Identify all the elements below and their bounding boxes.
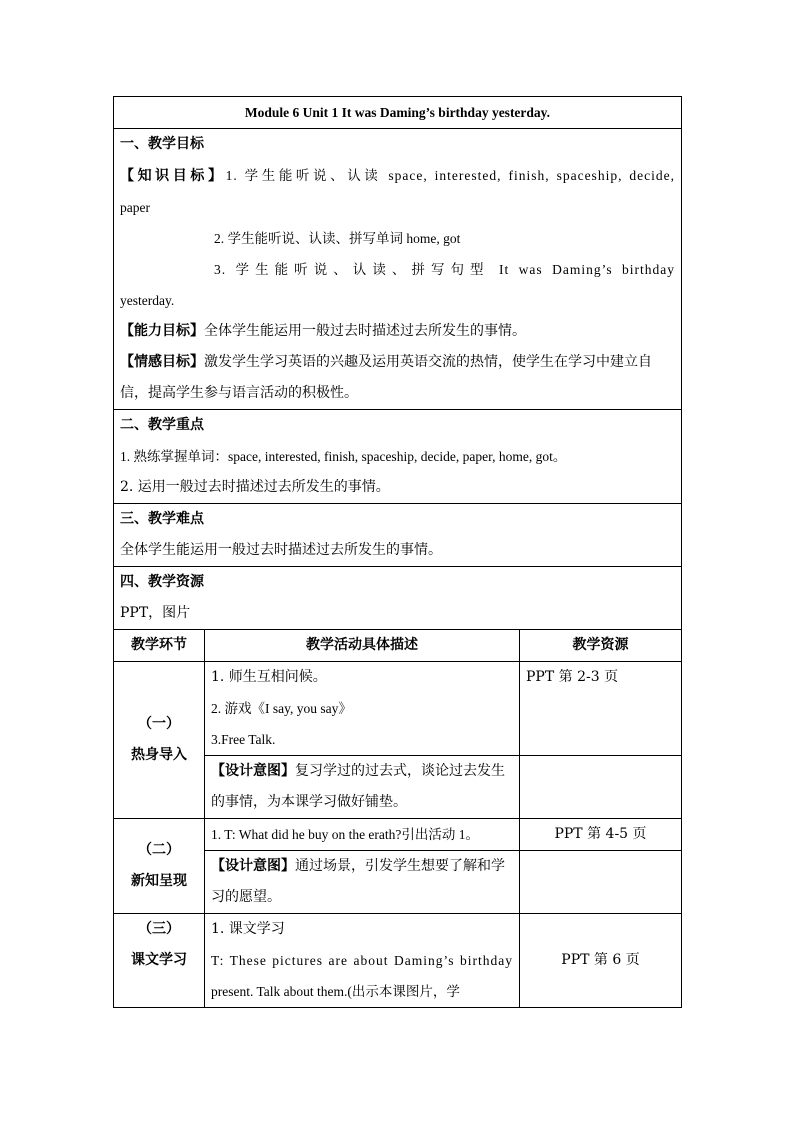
- section-teaching-objectives: [114, 129, 682, 410]
- key-point-item: 1. 熟练掌握单词：space, interested, finish, spaceship, decide, paper, home, got。: [120, 449, 567, 464]
- knowledge-objective-line1: 【知识目标】1. 学生能听说、认读 space, interested, finish, spaceship, decide,: [120, 168, 676, 184]
- column-header-stage: 教学环节: [114, 630, 205, 662]
- difficulty-text: 全体学生能运用一般过去时描述过去所发生的事情。: [120, 542, 442, 558]
- resource-cell-empty: [520, 756, 682, 819]
- column-header-activity: 教学活动具体描述: [205, 630, 520, 662]
- resources-text: PPT，图片: [120, 605, 191, 621]
- lesson-plan-page: [113, 96, 681, 1008]
- knowledge-objective-line3b: yesterday.: [120, 293, 175, 308]
- knowledge-objective-line3: 3. 学生能听说、认读、拼写句型 It was Daming’s birthday: [214, 262, 675, 277]
- knowledge-objective-line2: 2. 学生能听说、认读、拼写单词 home, got: [214, 231, 461, 246]
- ability-objective: 【能力目标】全体学生能运用一般过去时描述过去所发生的事情。: [120, 323, 526, 339]
- section-key-points: [114, 410, 682, 504]
- section-difficulties: [114, 504, 682, 567]
- resource-cell: PPT 第 4-5 页: [520, 819, 682, 851]
- activity-cell: 1. 师生互相问候。 2. 游戏《I say, you say》 3.Free Talk.: [205, 662, 520, 756]
- activity-cell: 1. T: What did he buy on the erath?引出活动 1。: [205, 819, 520, 851]
- section-heading: 二、教学重点: [120, 417, 204, 433]
- stage-label: （二） 新知呈现: [114, 819, 205, 914]
- design-intent-cell: 【设计意图】通过场景，引发学生想要了解和学习的愿望。: [205, 851, 520, 914]
- lesson-plan-table: [113, 96, 682, 1008]
- column-header-resource: 教学资源: [520, 630, 682, 662]
- design-intent-cell: 【设计意图】复习学过的过去式，谈论过去发生的事情，为本课学习做好铺垫。: [205, 756, 520, 819]
- resource-cell: PPT 第 2-3 页: [520, 662, 682, 756]
- resource-cell: PPT 第 6 页: [520, 914, 682, 1008]
- section-heading: 四、教学资源: [120, 574, 204, 590]
- emotion-objective: 【情感目标】激发学生学习英语的兴趣及运用英语交流的热情，使学生在学习中建立自信，提高学生参与语言活动的积极性。: [120, 354, 652, 401]
- section-heading: 三、教学难点: [120, 511, 204, 527]
- resource-cell-empty: [520, 851, 682, 914]
- key-point-item: 2. 运用一般过去时描述过去所发生的事情。: [120, 479, 390, 495]
- stage-label: （一） 热身导入: [114, 662, 205, 819]
- activity-cell: 1. 课文学习 T: These pictures are about Daming’s birthday present. Talk about them.(出示本课图片，学: [205, 914, 520, 1008]
- document-title: Module 6 Unit 1 It was Daming’s birthday yesterday.: [114, 97, 682, 129]
- section-resources: [114, 567, 682, 630]
- knowledge-objective-line1b: paper: [120, 200, 150, 215]
- stage-label: （三） 课文学习: [114, 914, 205, 1008]
- section-heading: 一、教学目标: [120, 136, 204, 152]
